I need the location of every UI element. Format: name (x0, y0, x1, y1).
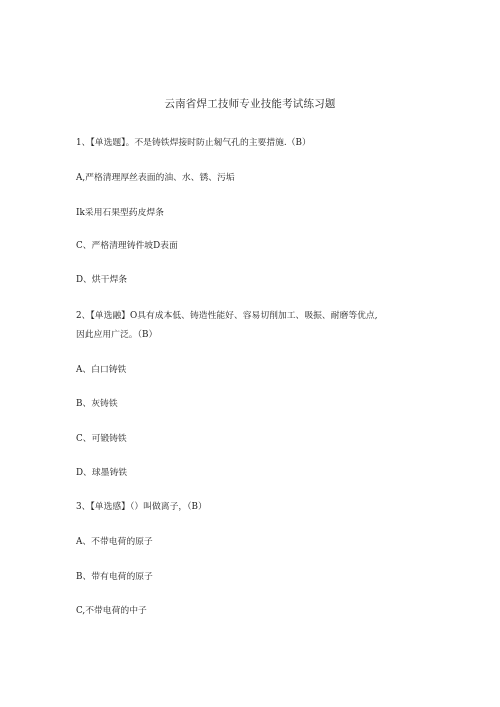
question-2-stem-line-2: 因此应用广泛。（B） (76, 330, 158, 340)
question-2-option-d: D、球墨铸铁 (76, 468, 128, 478)
question-1-option-c: C、严格清理铸件坡D表面 (76, 241, 178, 251)
question-3-stem: 3、【单选感】（）叫做离子，（B） (76, 502, 207, 512)
question-2-option-c: C、可锻铸铁 (76, 434, 127, 444)
question-2-option-a: A、白口铸铁 (76, 365, 127, 375)
question-1-stem: 1、【单选题】。不是铸铁焊接时防止匑气孔的主要措施.（B） (76, 138, 311, 148)
question-1-option-a: A,严格清理厚丝表面的油、水、锈、污垢 (76, 173, 235, 183)
question-3-option-c: C,不带电荷的中子 (76, 606, 147, 616)
question-3-option-a: A、不带电荷的原子 (76, 537, 153, 547)
question-2-stem-line-1: 2、【单选融】O具有成本低、铸造性能好、容易切削加工、吸振、耐磨等优点, (76, 311, 378, 321)
question-1-option-d: D、烘干焊条 (76, 275, 128, 285)
document-title: 云南省焊工技师专业技能考试练习题 (164, 98, 336, 110)
question-1-option-b: Ik采用石果型药皮焊条 (76, 208, 164, 218)
question-2-option-b: B、灰铸铁 (76, 399, 118, 409)
question-3-option-b: B、带有电荷的原子 (76, 572, 153, 582)
